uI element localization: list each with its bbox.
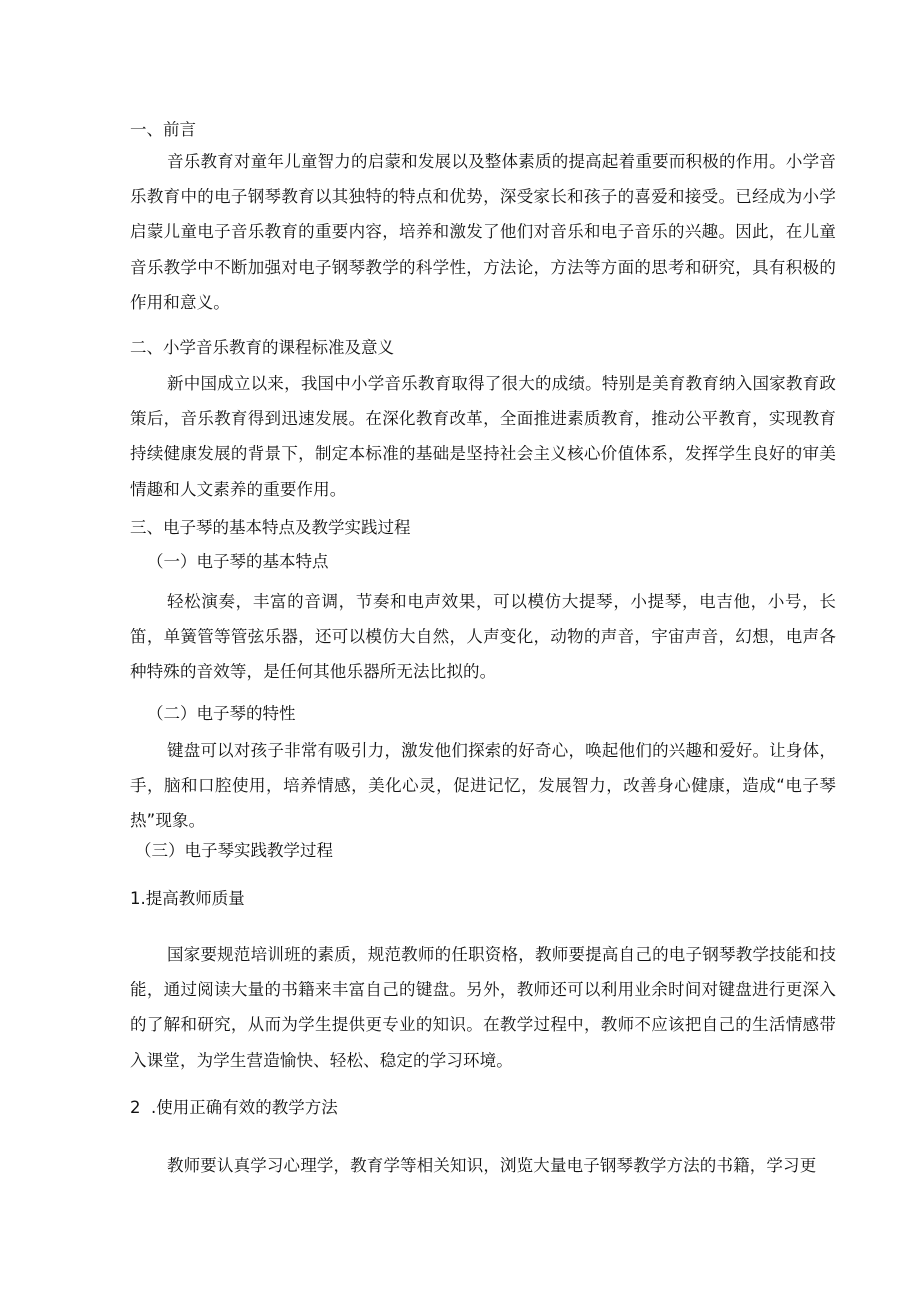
paragraph-5: 国家要规范培训班的素质，规范教师的任职资格，教师要提高自己的电子钢琴教学技能和技能，通过阅读大量的书籍来丰富自己的键盘。另外，教师还可以利用业余时间对键盘进行更深入的了解和研究，从而为学生提供更专业的知识。在教学过程中，教师不应该把自己的生活情感带入课堂，为学生营造愉快、轻松、稳定的学习环境。	[130, 945, 836, 1070]
subsection-heading-1: （一）电子琴的基本特点	[147, 552, 329, 571]
subsection-heading-3: （三）电子琴实践教学过程	[135, 841, 333, 860]
paragraph-6: 教师要认真学习心理学，教育学等相关知识，浏览大量电子钢琴教学方法的书籍，学习更	[167, 1156, 817, 1175]
paragraph-3: 轻松演奏，丰富的音调，节奏和电声效果，可以模仿大提琴，小提琴，电吉他，小号，长笛，单簧管等管弦乐器，还可以模仿大自然，人声变化，动物的声音，宇宙声音，幻想，电声各种特殊的音效等，是任何其他乐器所无法比拟的。	[130, 592, 836, 682]
paragraph-4: 键盘可以对孩子非常有吸引力，激发他们探索的好奇心，唤起他们的兴趣和爱好。让身体，手，脑和口腔使用，培养情感，美化心灵，促进记忆，发展智力，改善身心健康，造成“电子琴热”现象。	[130, 741, 836, 831]
subsection-heading-2: （二）电子琴的特性	[147, 704, 296, 723]
item-heading-2: 2 .使用正确有效的教学方法	[130, 1098, 338, 1117]
section-heading-2: 二、小学音乐教育的课程标准及意义	[130, 338, 394, 357]
item-heading-1: 1.提高教师质量	[130, 889, 245, 908]
paragraph-2: 新中国成立以来，我国中小学音乐教育取得了很大的成绩。特别是美育教育纳入国家教育政策后，音乐教育得到迅速发展。在深化教育改革，全面推进素质教育，推动公平教育，实现教育持续健康发展的背景下，制定本标准的基础是坚持社会主义核心价值体系，发挥学生良好的审美情趣和人文素养的重要作用。	[130, 374, 836, 499]
section-heading-1: 一、前言	[130, 120, 196, 139]
paragraph-1: 音乐教育对童年儿童智力的启蒙和发展以及整体素质的提高起着重要而积极的作用。小学音乐教育中的电子钢琴教育以其独特的特点和优势，深受家长和孩子的喜爱和接受。已经成为小学启蒙儿童电子音乐教育的重要内容，培养和激发了他们对音乐和电子音乐的兴趣。因此，在儿童音乐教学中不断加强对电子钢琴教学的科学性，方法论，方法等方面的思考和研究，具有积极的作用和意义。	[130, 152, 836, 312]
section-heading-3: 三、电子琴的基本特点及教学实践过程	[130, 518, 411, 537]
